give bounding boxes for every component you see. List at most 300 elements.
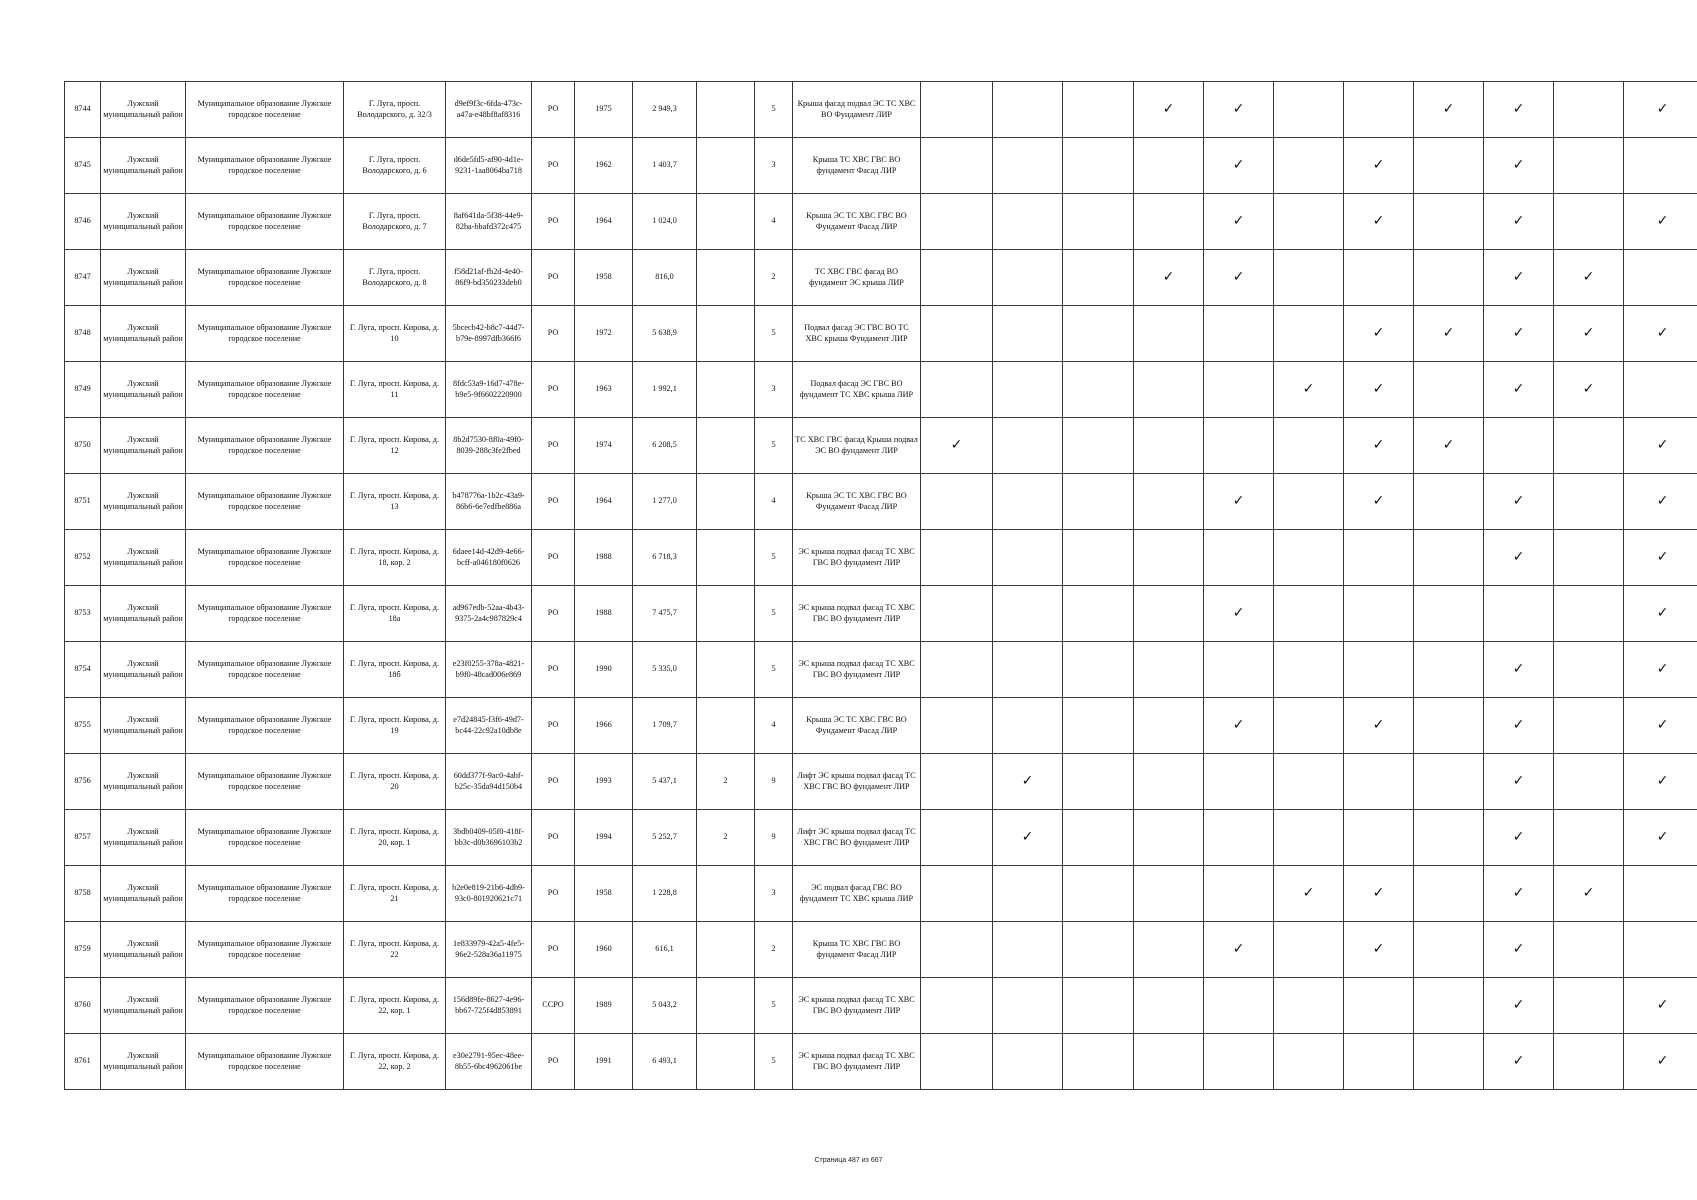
area-cell: 1 709,7: [633, 698, 697, 754]
checkmark-icon: ✓: [1204, 82, 1274, 138]
area-cell: 5 252,7: [633, 810, 697, 866]
floors-cell: 4: [755, 474, 793, 530]
empty-check-cell: [1063, 362, 1134, 418]
empty-check-cell: [1063, 530, 1134, 586]
checkmark-icon: ✓: [1554, 866, 1624, 922]
guid-cell: 8b2d7530-8f0a-49f0-8039-288c3fe2fbed: [446, 418, 532, 474]
district-cell: Лужский муниципальный район: [101, 474, 186, 530]
lifts-cell: [697, 1034, 755, 1090]
empty-check-cell: [1554, 530, 1624, 586]
year-cell: 1993: [575, 754, 633, 810]
empty-check-cell: [1274, 922, 1344, 978]
empty-check-cell: [993, 1034, 1063, 1090]
empty-check-cell: [1484, 418, 1554, 474]
district-cell: Лужский муниципальный район: [101, 530, 186, 586]
method-cell: РО: [532, 194, 575, 250]
method-cell: РО: [532, 922, 575, 978]
floors-cell: 4: [755, 194, 793, 250]
page-number: Страница 487 из 667: [814, 1157, 883, 1164]
empty-check-cell: [1274, 82, 1344, 138]
method-cell: РО: [532, 362, 575, 418]
empty-check-cell: [1414, 362, 1484, 418]
empty-check-cell: [1344, 810, 1414, 866]
checkmark-icon: ✓: [1484, 194, 1554, 250]
address-cell: Г. Луга, просп. Кирова, д. 22, кор. 1: [344, 978, 446, 1034]
works-cell: Крыша ТС ХВС ГВС ВО фундамент Фасад ЛИР: [793, 138, 921, 194]
empty-check-cell: [1063, 754, 1134, 810]
table-row: [65, 866, 1697, 922]
empty-check-cell: [1204, 866, 1274, 922]
area-cell: 1 992,1: [633, 362, 697, 418]
guid-cell: d9ef9f3c-6fda-473c-a47a-e48bf8af8316: [446, 82, 532, 138]
empty-check-cell: [1484, 586, 1554, 642]
row-number: 8754: [65, 642, 101, 698]
address-cell: Г. Луга, просп. Кирова, д. 20: [344, 754, 446, 810]
row-number: 8756: [65, 754, 101, 810]
empty-check-cell: [1414, 530, 1484, 586]
empty-check-cell: [921, 698, 993, 754]
district-cell: Лужский муниципальный район: [101, 586, 186, 642]
empty-check-cell: [1414, 194, 1484, 250]
checkmark-icon: ✓: [1484, 1034, 1554, 1090]
guid-cell: 5bcecb42-b8c7-44d7-b79e-8997dfb366f6: [446, 306, 532, 362]
area-cell: 7 475,7: [633, 586, 697, 642]
empty-check-cell: [1274, 698, 1344, 754]
floors-cell: 3: [755, 138, 793, 194]
district-cell: Лужский муниципальный район: [101, 810, 186, 866]
empty-check-cell: [1554, 418, 1624, 474]
works-cell: ЭС подвал фасад ГВС ВО фундамент ТС ХВС крыша ЛИР: [793, 866, 921, 922]
empty-check-cell: [993, 362, 1063, 418]
table-row: [65, 1034, 1697, 1090]
district-cell: Лужский муниципальный район: [101, 642, 186, 698]
empty-check-cell: [1134, 866, 1204, 922]
empty-check-cell: [1063, 306, 1134, 362]
row-number: 8755: [65, 698, 101, 754]
address-cell: Г. Луга, просп. Кирова, д. 19: [344, 698, 446, 754]
checkmark-icon: ✓: [1624, 306, 1697, 362]
guid-cell: b478776a-1b2c-43a9-86b6-6e7edfbe886a: [446, 474, 532, 530]
municipality-cell: Муниципальное образование Лужское городское поселение: [186, 138, 344, 194]
empty-check-cell: [1134, 754, 1204, 810]
checkmark-icon: ✓: [1624, 978, 1697, 1034]
municipality-cell: Муниципальное образование Лужское городское поселение: [186, 418, 344, 474]
empty-check-cell: [1554, 82, 1624, 138]
address-cell: Г. Луга, просп. Кирова, д. 12: [344, 418, 446, 474]
row-number: 8749: [65, 362, 101, 418]
empty-check-cell: [1554, 978, 1624, 1034]
checkmark-icon: ✓: [1344, 138, 1414, 194]
empty-check-cell: [1414, 866, 1484, 922]
table-row: [65, 810, 1697, 866]
empty-check-cell: [1063, 138, 1134, 194]
checkmark-icon: ✓: [1414, 306, 1484, 362]
row-number: 8751: [65, 474, 101, 530]
empty-check-cell: [1134, 978, 1204, 1034]
municipality-cell: Муниципальное образование Лужское городское поселение: [186, 642, 344, 698]
address-cell: Г. Луга, просп. Володарского, д. 7: [344, 194, 446, 250]
checkmark-icon: ✓: [1484, 922, 1554, 978]
district-cell: Лужский муниципальный район: [101, 138, 186, 194]
table-row: [65, 82, 1697, 138]
empty-check-cell: [1063, 810, 1134, 866]
municipality-cell: Муниципальное образование Лужское городское поселение: [186, 474, 344, 530]
empty-check-cell: [1063, 82, 1134, 138]
municipality-cell: Муниципальное образование Лужское городское поселение: [186, 922, 344, 978]
checkmark-icon: ✓: [1624, 474, 1697, 530]
empty-check-cell: [1063, 474, 1134, 530]
checkmark-icon: ✓: [1484, 250, 1554, 306]
municipality-cell: Муниципальное образование Лужское городское поселение: [186, 250, 344, 306]
row-number: 8744: [65, 82, 101, 138]
row-number: 8759: [65, 922, 101, 978]
row-number: 8757: [65, 810, 101, 866]
checkmark-icon: ✓: [1484, 810, 1554, 866]
empty-check-cell: [1204, 978, 1274, 1034]
empty-check-cell: [921, 306, 993, 362]
empty-check-cell: [1063, 1034, 1134, 1090]
guid-cell: 8fdc53a9-16d7-478e-b9e5-9f6602220900: [446, 362, 532, 418]
table-row: [65, 642, 1697, 698]
guid-cell: e23f0255-378a-4821-b9f0-48cad006e869: [446, 642, 532, 698]
lifts-cell: [697, 530, 755, 586]
district-cell: Лужский муниципальный район: [101, 418, 186, 474]
empty-check-cell: [1274, 1034, 1344, 1090]
area-cell: 5 638,9: [633, 306, 697, 362]
lifts-cell: [697, 362, 755, 418]
method-cell: РО: [532, 82, 575, 138]
checkmark-icon: ✓: [1484, 530, 1554, 586]
year-cell: 1960: [575, 922, 633, 978]
lifts-cell: [697, 418, 755, 474]
empty-check-cell: [921, 978, 993, 1034]
row-number: 8748: [65, 306, 101, 362]
row-number: 8760: [65, 978, 101, 1034]
district-cell: Лужский муниципальный район: [101, 698, 186, 754]
empty-check-cell: [993, 138, 1063, 194]
municipality-cell: Муниципальное образование Лужское городское поселение: [186, 306, 344, 362]
empty-check-cell: [1204, 642, 1274, 698]
year-cell: 1964: [575, 194, 633, 250]
empty-check-cell: [1274, 642, 1344, 698]
year-cell: 1988: [575, 586, 633, 642]
works-cell: Лифт ЭС крыша подвал фасад ТС ХВС ГВС ВО фундамент ЛИР: [793, 754, 921, 810]
empty-check-cell: [921, 250, 993, 306]
year-cell: 1991: [575, 1034, 633, 1090]
municipality-cell: Муниципальное образование Лужское городское поселение: [186, 362, 344, 418]
table-row: [65, 306, 1697, 362]
floors-cell: 5: [755, 1034, 793, 1090]
checkmark-icon: ✓: [1484, 474, 1554, 530]
table-row: [65, 138, 1697, 194]
checkmark-icon: ✓: [1484, 642, 1554, 698]
floors-cell: 5: [755, 642, 793, 698]
housing-register-table: [64, 81, 1697, 1090]
empty-check-cell: [1063, 194, 1134, 250]
district-cell: Лужский муниципальный район: [101, 866, 186, 922]
method-cell: РО: [532, 698, 575, 754]
empty-check-cell: [1204, 1034, 1274, 1090]
empty-check-cell: [921, 530, 993, 586]
method-cell: РО: [532, 586, 575, 642]
checkmark-icon: ✓: [1624, 194, 1697, 250]
empty-check-cell: [921, 810, 993, 866]
checkmark-icon: ✓: [1624, 82, 1697, 138]
empty-check-cell: [1274, 530, 1344, 586]
empty-check-cell: [993, 866, 1063, 922]
table-row: [65, 194, 1697, 250]
empty-check-cell: [1344, 82, 1414, 138]
year-cell: 1975: [575, 82, 633, 138]
checkmark-icon: ✓: [1624, 586, 1697, 642]
row-number: 8761: [65, 1034, 101, 1090]
municipality-cell: Муниципальное образование Лужское городское поселение: [186, 1034, 344, 1090]
empty-check-cell: [1554, 138, 1624, 194]
lifts-cell: [697, 306, 755, 362]
empty-check-cell: [921, 866, 993, 922]
checkmark-icon: ✓: [1624, 810, 1697, 866]
address-cell: Г. Луга, просп. Кирова, д. 18, кор. 2: [344, 530, 446, 586]
empty-check-cell: [1204, 418, 1274, 474]
guid-cell: e7d24845-f3f6-49d7-bc44-22c92a10db8e: [446, 698, 532, 754]
empty-check-cell: [1063, 978, 1134, 1034]
empty-check-cell: [921, 138, 993, 194]
floors-cell: 5: [755, 530, 793, 586]
empty-check-cell: [1624, 362, 1697, 418]
empty-check-cell: [921, 922, 993, 978]
empty-check-cell: [1414, 698, 1484, 754]
empty-check-cell: [1134, 474, 1204, 530]
method-cell: РО: [532, 250, 575, 306]
area-cell: 1 228,8: [633, 866, 697, 922]
area-cell: 1 403,7: [633, 138, 697, 194]
table-row: [65, 474, 1697, 530]
area-cell: 6 493,1: [633, 1034, 697, 1090]
empty-check-cell: [1134, 586, 1204, 642]
checkmark-icon: ✓: [1624, 754, 1697, 810]
table-row: [65, 530, 1697, 586]
checkmark-icon: ✓: [1554, 362, 1624, 418]
checkmark-icon: ✓: [1624, 530, 1697, 586]
empty-check-cell: [993, 306, 1063, 362]
empty-check-cell: [1274, 194, 1344, 250]
area-cell: 616,1: [633, 922, 697, 978]
floors-cell: 9: [755, 754, 793, 810]
empty-check-cell: [1274, 810, 1344, 866]
empty-check-cell: [1134, 530, 1204, 586]
district-cell: Лужский муниципальный район: [101, 1034, 186, 1090]
checkmark-icon: ✓: [1134, 82, 1204, 138]
municipality-cell: Муниципальное образование Лужское городское поселение: [186, 82, 344, 138]
district-cell: Лужский муниципальный район: [101, 306, 186, 362]
empty-check-cell: [921, 362, 993, 418]
empty-check-cell: [1134, 810, 1204, 866]
empty-check-cell: [1274, 418, 1344, 474]
empty-check-cell: [993, 474, 1063, 530]
works-cell: ЭС крыша подвал фасад ТС ХВС ГВС ВО фундамент ЛИР: [793, 530, 921, 586]
empty-check-cell: [1414, 474, 1484, 530]
address-cell: Г. Луга, просп. Володарского, д. 6: [344, 138, 446, 194]
checkmark-icon: ✓: [1204, 138, 1274, 194]
guid-cell: f58d21af-fb2d-4e40-86f9-bd350233deb0: [446, 250, 532, 306]
floors-cell: 5: [755, 978, 793, 1034]
guid-cell: d6de5fd5-af90-4d1e-9231-1aa8064ba718: [446, 138, 532, 194]
empty-check-cell: [1554, 194, 1624, 250]
empty-check-cell: [1554, 1034, 1624, 1090]
empty-check-cell: [993, 586, 1063, 642]
floors-cell: 2: [755, 250, 793, 306]
empty-check-cell: [921, 1034, 993, 1090]
empty-check-cell: [1414, 810, 1484, 866]
checkmark-icon: ✓: [1484, 866, 1554, 922]
area-cell: 1 024,0: [633, 194, 697, 250]
lifts-cell: [697, 474, 755, 530]
empty-check-cell: [1063, 642, 1134, 698]
checkmark-icon: ✓: [1624, 698, 1697, 754]
checkmark-icon: ✓: [1624, 642, 1697, 698]
empty-check-cell: [993, 642, 1063, 698]
lifts-cell: [697, 82, 755, 138]
works-cell: ТС ХВС ГВС фасад Крыша подвал ЭС ВО фундамент ЛИР: [793, 418, 921, 474]
checkmark-icon: ✓: [1204, 922, 1274, 978]
empty-check-cell: [1344, 530, 1414, 586]
works-cell: ТС ХВС ГВС фасад ВО фундамент ЭС крыша ЛИР: [793, 250, 921, 306]
lifts-cell: [697, 978, 755, 1034]
row-number: 8752: [65, 530, 101, 586]
empty-check-cell: [1204, 362, 1274, 418]
checkmark-icon: ✓: [1204, 474, 1274, 530]
method-cell: РО: [532, 866, 575, 922]
empty-check-cell: [1134, 642, 1204, 698]
address-cell: Г. Луга, просп. Кирова, д. 10: [344, 306, 446, 362]
year-cell: 1964: [575, 474, 633, 530]
guid-cell: 60dd377f-9ac0-4abf-b25c-35da94d150b4: [446, 754, 532, 810]
municipality-cell: Муниципальное образование Лужское городское поселение: [186, 754, 344, 810]
area-cell: 816,0: [633, 250, 697, 306]
empty-check-cell: [1274, 306, 1344, 362]
method-cell: РО: [532, 306, 575, 362]
address-cell: Г. Луга, просп. Кирова, д. 13: [344, 474, 446, 530]
empty-check-cell: [1624, 138, 1697, 194]
works-cell: Крыша ТС ХВС ГВС ВО фундамент Фасад ЛИР: [793, 922, 921, 978]
empty-check-cell: [1204, 810, 1274, 866]
empty-check-cell: [1344, 250, 1414, 306]
lifts-cell: [697, 194, 755, 250]
guid-cell: e30e2791-95ec-48ee-8b55-6bc4962061be: [446, 1034, 532, 1090]
empty-check-cell: [921, 586, 993, 642]
area-cell: 5 437,1: [633, 754, 697, 810]
address-cell: Г. Луга, просп. Кирова, д. 20, кор. 1: [344, 810, 446, 866]
checkmark-icon: ✓: [1484, 978, 1554, 1034]
floors-cell: 5: [755, 586, 793, 642]
checkmark-icon: ✓: [1274, 362, 1344, 418]
works-cell: Подвал фасад ЭС ГВС ВО ТС ХВС крыша Фундамент ЛИР: [793, 306, 921, 362]
area-cell: 6 718,3: [633, 530, 697, 586]
row-number: 8747: [65, 250, 101, 306]
empty-check-cell: [921, 194, 993, 250]
checkmark-icon: ✓: [1204, 698, 1274, 754]
empty-check-cell: [921, 82, 993, 138]
empty-check-cell: [1134, 418, 1204, 474]
empty-check-cell: [1134, 362, 1204, 418]
table-row: [65, 698, 1697, 754]
year-cell: 1958: [575, 866, 633, 922]
empty-check-cell: [993, 418, 1063, 474]
empty-check-cell: [1063, 586, 1134, 642]
municipality-cell: Муниципальное образование Лужское городское поселение: [186, 810, 344, 866]
checkmark-icon: ✓: [1344, 922, 1414, 978]
empty-check-cell: [1344, 754, 1414, 810]
checkmark-icon: ✓: [1274, 866, 1344, 922]
checkmark-icon: ✓: [993, 810, 1063, 866]
empty-check-cell: [1554, 586, 1624, 642]
empty-check-cell: [1414, 978, 1484, 1034]
empty-check-cell: [1554, 754, 1624, 810]
method-cell: РО: [532, 754, 575, 810]
address-cell: Г. Луга, просп. Володарского, д. 32/3: [344, 82, 446, 138]
floors-cell: 2: [755, 922, 793, 978]
table-row: [65, 418, 1697, 474]
floors-cell: 5: [755, 306, 793, 362]
checkmark-icon: ✓: [1624, 418, 1697, 474]
row-number: 8750: [65, 418, 101, 474]
checkmark-icon: ✓: [1484, 698, 1554, 754]
works-cell: ЭС крыша подвал фасад ТС ХВС ГВС ВО фундамент ЛИР: [793, 642, 921, 698]
method-cell: СCPO: [532, 978, 575, 1034]
empty-check-cell: [1063, 922, 1134, 978]
empty-check-cell: [993, 82, 1063, 138]
empty-check-cell: [993, 698, 1063, 754]
area-cell: 5 335,0: [633, 642, 697, 698]
table-row: [65, 586, 1697, 642]
empty-check-cell: [1134, 138, 1204, 194]
method-cell: РО: [532, 642, 575, 698]
method-cell: РО: [532, 810, 575, 866]
empty-check-cell: [921, 754, 993, 810]
empty-check-cell: [1624, 250, 1697, 306]
empty-check-cell: [993, 250, 1063, 306]
table-row: [65, 250, 1697, 306]
municipality-cell: Муниципальное образование Лужское городское поселение: [186, 586, 344, 642]
empty-check-cell: [1414, 138, 1484, 194]
area-cell: 1 277,0: [633, 474, 697, 530]
table-row: [65, 978, 1697, 1034]
area-cell: 2 949,3: [633, 82, 697, 138]
empty-check-cell: [1134, 922, 1204, 978]
checkmark-icon: ✓: [1344, 866, 1414, 922]
empty-check-cell: [1063, 698, 1134, 754]
empty-check-cell: [1554, 642, 1624, 698]
works-cell: Крыша ЭС ТС ХВС ГВС ВО Фундамент Фасад ЛИР: [793, 474, 921, 530]
empty-check-cell: [1134, 306, 1204, 362]
lifts-cell: 2: [697, 754, 755, 810]
method-cell: РО: [532, 1034, 575, 1090]
empty-check-cell: [1274, 138, 1344, 194]
address-cell: Г. Луга, просп. Володарского, д. 8: [344, 250, 446, 306]
checkmark-icon: ✓: [1484, 362, 1554, 418]
checkmark-icon: ✓: [1344, 698, 1414, 754]
empty-check-cell: [1344, 978, 1414, 1034]
lifts-cell: [697, 922, 755, 978]
floors-cell: 3: [755, 362, 793, 418]
year-cell: 1966: [575, 698, 633, 754]
empty-check-cell: [1274, 474, 1344, 530]
empty-check-cell: [921, 642, 993, 698]
checkmark-icon: ✓: [1414, 82, 1484, 138]
checkmark-icon: ✓: [1484, 82, 1554, 138]
empty-check-cell: [1414, 586, 1484, 642]
empty-check-cell: [1274, 978, 1344, 1034]
